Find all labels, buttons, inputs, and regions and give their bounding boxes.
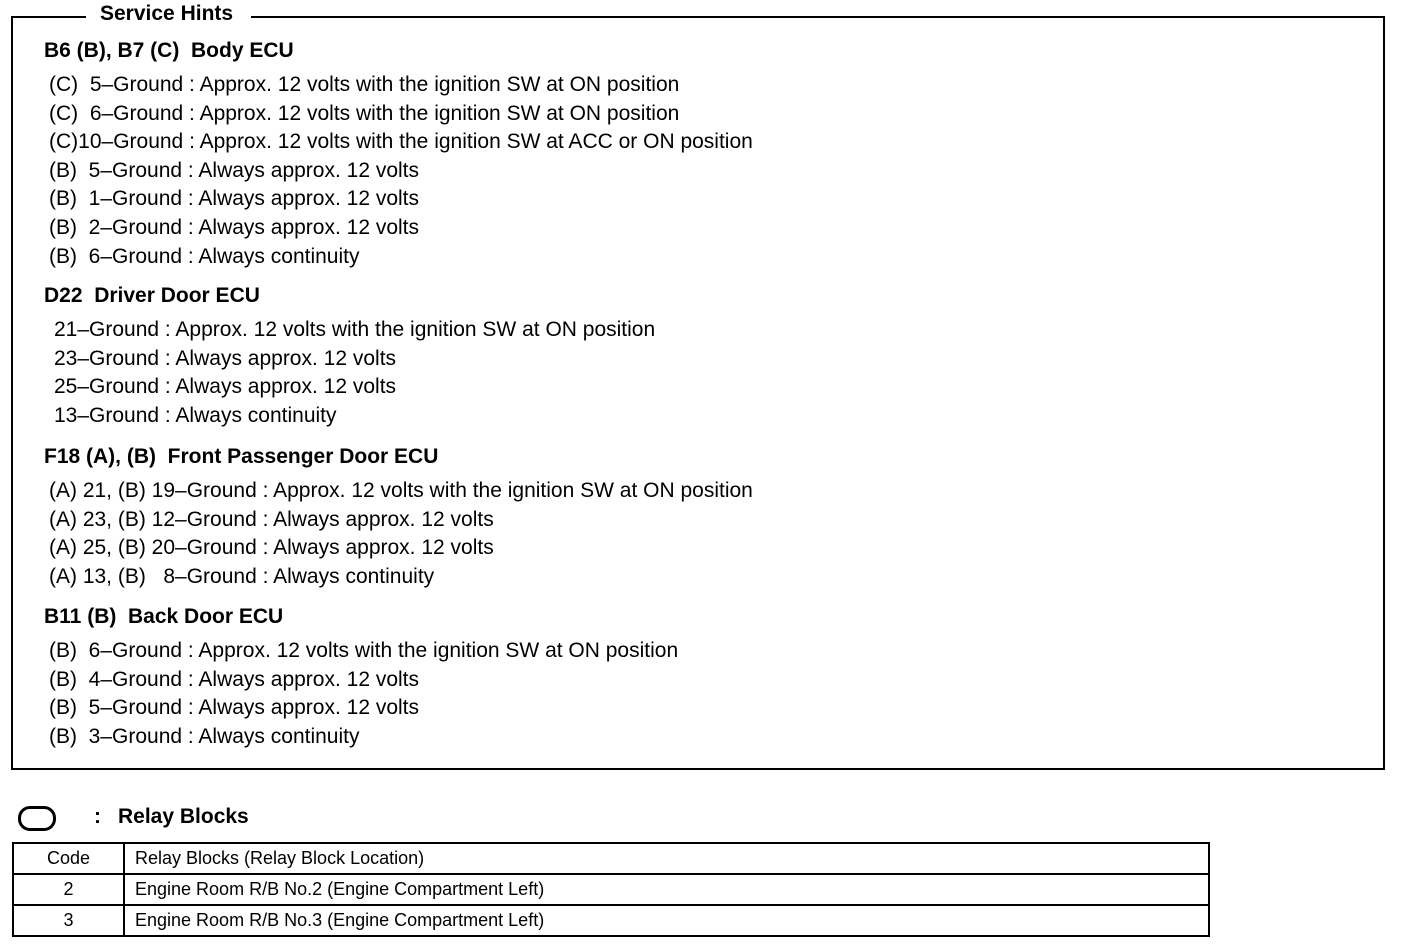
relay-blocks-label: Relay Blocks: [118, 805, 249, 828]
section-title: D22 Driver Door ECU: [44, 284, 260, 307]
cell-relay-block: Engine Room R/B No.3 (Engine Compartment Left): [124, 905, 1209, 936]
relay-blocks-table: [12, 842, 1210, 937]
legend-colon: :: [94, 805, 101, 828]
service-hints-title: Service Hints: [86, 1, 251, 27]
cell-relay-block: Engine Room R/B No.2 (Engine Compartment Left): [124, 874, 1209, 905]
hint-line: (B) 2–Ground : Always approx. 12 volts: [49, 215, 420, 239]
hint-line: (B) 6–Ground : Always continuity: [49, 244, 360, 268]
hint-line: 13–Ground : Always continuity: [54, 403, 337, 427]
hint-line: (B) 1–Ground : Always approx. 12 volts: [49, 187, 420, 211]
table-row: [13, 874, 1209, 905]
section-title: F18 (A), (B) Front Passenger Door ECU: [44, 445, 439, 468]
section-back-door-ecu: [44, 603, 678, 751]
hint-line: (A) 13, (B) 8–Ground : Always continuity: [49, 564, 435, 588]
hint-line: (A) 23, (B) 12–Ground : Always approx. 12 volts: [49, 507, 494, 531]
section-front-passenger-door-ecu: [44, 443, 753, 591]
relay-block-symbol-icon: [18, 806, 56, 831]
hint-line: (B) 5–Ground : Always approx. 12 volts: [49, 696, 420, 720]
header-relay-blocks: Relay Blocks (Relay Block Location): [124, 843, 1209, 874]
section-title: B11 (B) Back Door ECU: [44, 605, 284, 628]
hint-line: (C)10–Ground : Approx. 12 volts with the ignition SW at ACC or ON position: [49, 130, 753, 154]
hint-line: (A) 25, (B) 20–Ground : Always approx. 12 volts: [49, 536, 494, 560]
table-header-row: [13, 843, 1209, 874]
header-code: Code: [13, 843, 124, 874]
section-driver-door-ecu: [44, 282, 655, 430]
table-row: [13, 905, 1209, 936]
hint-line: 25–Ground : Always approx. 12 volts: [54, 375, 397, 399]
hint-line: 23–Ground : Always approx. 12 volts: [54, 346, 397, 370]
hint-line: (A) 21, (B) 19–Ground : Approx. 12 volts with the ignition SW at ON position: [49, 479, 753, 502]
cell-code: 2: [13, 874, 124, 905]
hint-line: 21–Ground : Approx. 12 volts with the ignition SW at ON position: [54, 318, 656, 341]
hint-line: (C) 6–Ground : Approx. 12 volts with the ignition SW at ON position: [49, 101, 680, 125]
hint-line: (B) 6–Ground : Approx. 12 volts with the ignition SW at ON position: [49, 639, 679, 662]
section-title: B6 (B), B7 (C) Body ECU: [44, 39, 294, 62]
hint-line: (C) 5–Ground : Approx. 12 volts with the ignition SW at ON position: [49, 73, 680, 96]
hint-line: (B) 4–Ground : Always approx. 12 volts: [49, 667, 420, 691]
cell-code: 3: [13, 905, 124, 936]
hint-line: (B) 5–Ground : Always approx. 12 volts: [49, 158, 420, 182]
hint-line: (B) 3–Ground : Always continuity: [49, 724, 360, 748]
section-body-ecu: [44, 37, 753, 271]
